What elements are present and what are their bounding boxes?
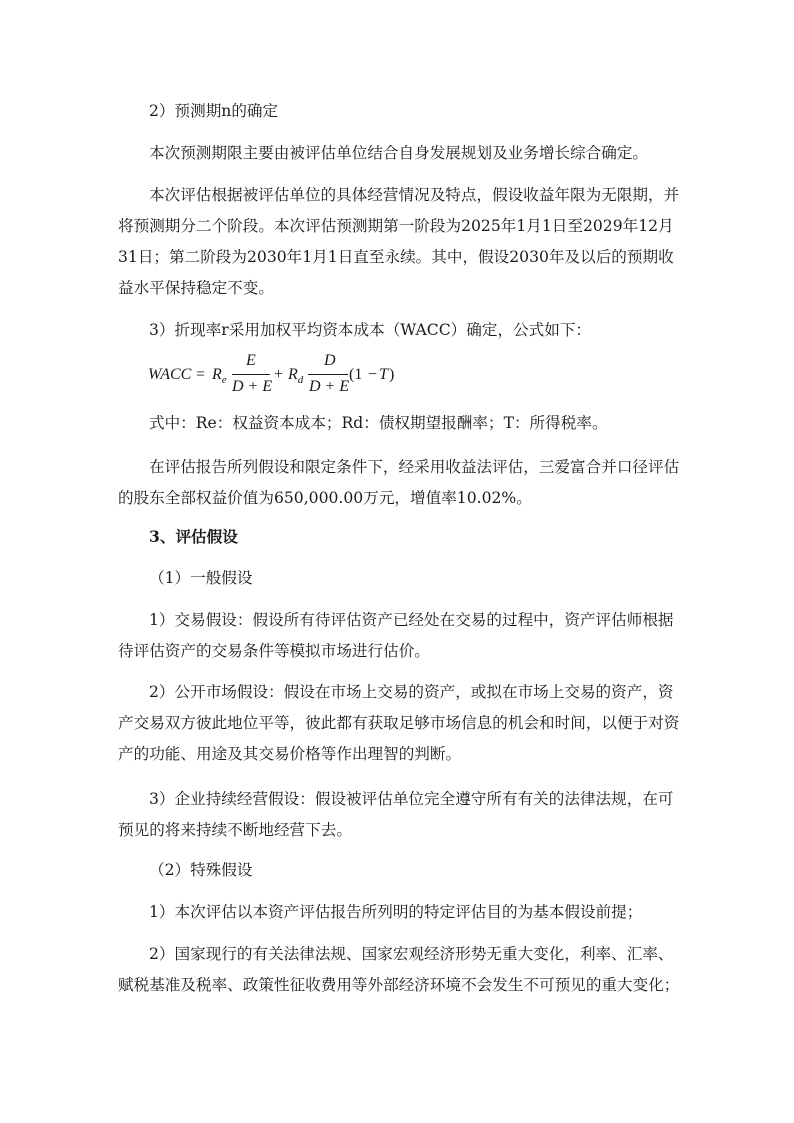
paragraph-forecast-period-heading: 2）预测期n的确定 (149, 102, 279, 120)
paragraph-going-concern-assumption: 3）企业持续经营假设：假设被评估单位完全遵守所有有关的法律法规，在可预见的将来持续不断地经营下去。 (118, 790, 674, 839)
paragraph-open-market-assumption: 2）公开市场假设：假设在市场上交易的资产，或拟在市场上交易的资产，资产交易双方彼此地位平等，彼此都有获取足够市场信息的机会和时间，以便于对资产的功能、用途及其交易价格等作出理智的判断。 (118, 683, 680, 763)
formula-equals: = (196, 366, 206, 383)
section-heading-assumptions: 3、评估假设 (149, 527, 238, 546)
subheading-special-assumptions: （2）特殊假设 (149, 861, 253, 879)
formula-numerator-2: D (324, 352, 336, 369)
paragraph-special-assumption-2: 2）国家现行的有关法律法规、国家宏观经济形势无重大变化，利率、汇率、赋税基准及税率、政策性征收费用等外部经济环境不会发生不可预见的重大变化； (118, 945, 680, 994)
paragraph-transaction-assumption: 1）交易假设：假设所有待评估资产已经处在交易的过程中，资产评估师根据待评估资产的交易条件等模拟市场进行估价。 (118, 611, 674, 660)
formula-plus: + (274, 366, 284, 383)
formula-numerator-1: E (246, 352, 256, 369)
formula-tail-minus: − (368, 366, 378, 383)
fraction-bar-2 (308, 374, 348, 375)
paragraph-forecast-period-basis: 本次预测期限主要由被评估单位结合自身发展规划及业务增长综合确定。 (149, 144, 649, 162)
formula-tail-open: (1 (349, 366, 363, 383)
paragraph-valuation-result: 在评估报告所列假设和限定条件下，经采用收益法评估，三爱富合并口径评估的股东全部权益价值为650,000.00万元，增值率10.02%。 (118, 458, 680, 507)
formula-lhs: WACC (148, 366, 192, 383)
paragraph-special-assumption-1: 1）本次评估以本资产评估报告所列明的特定评估目的为基本假设前提； (149, 903, 643, 921)
formula-tail-close: ) (389, 366, 395, 383)
wacc-formula (148, 354, 448, 400)
paragraph-formula-legend: 式中：Re：权益资本成本；Rd：债权期望报酬率；T：所得税率。 (149, 414, 608, 432)
formula-denominator-1: D + E (232, 378, 273, 395)
formula-rd: $R_d$ (288, 366, 304, 386)
formula-tail-t: T (379, 366, 388, 383)
paragraph-discount-rate: 3）折现率r采用加权平均资本成本（WACC）确定，公式如下： (149, 321, 592, 339)
formula-re: $R_e$ (212, 366, 227, 386)
fraction-bar-1 (232, 374, 270, 375)
paragraph-forecast-stages: 本次评估根据被评估单位的具体经营情况及特点，假设收益年限为无限期，并将预测期分二个阶段。本次评估预测期第一阶段为2025年1月1日至2029年12月31日；第二阶段为2030年1月1日直至永续。其中，假设2030年及以后的预期收益水平保持稳定不变。 (118, 186, 680, 297)
formula-denominator-2: D + E (309, 378, 350, 395)
subheading-general-assumptions: （1）一般假设 (149, 569, 253, 587)
